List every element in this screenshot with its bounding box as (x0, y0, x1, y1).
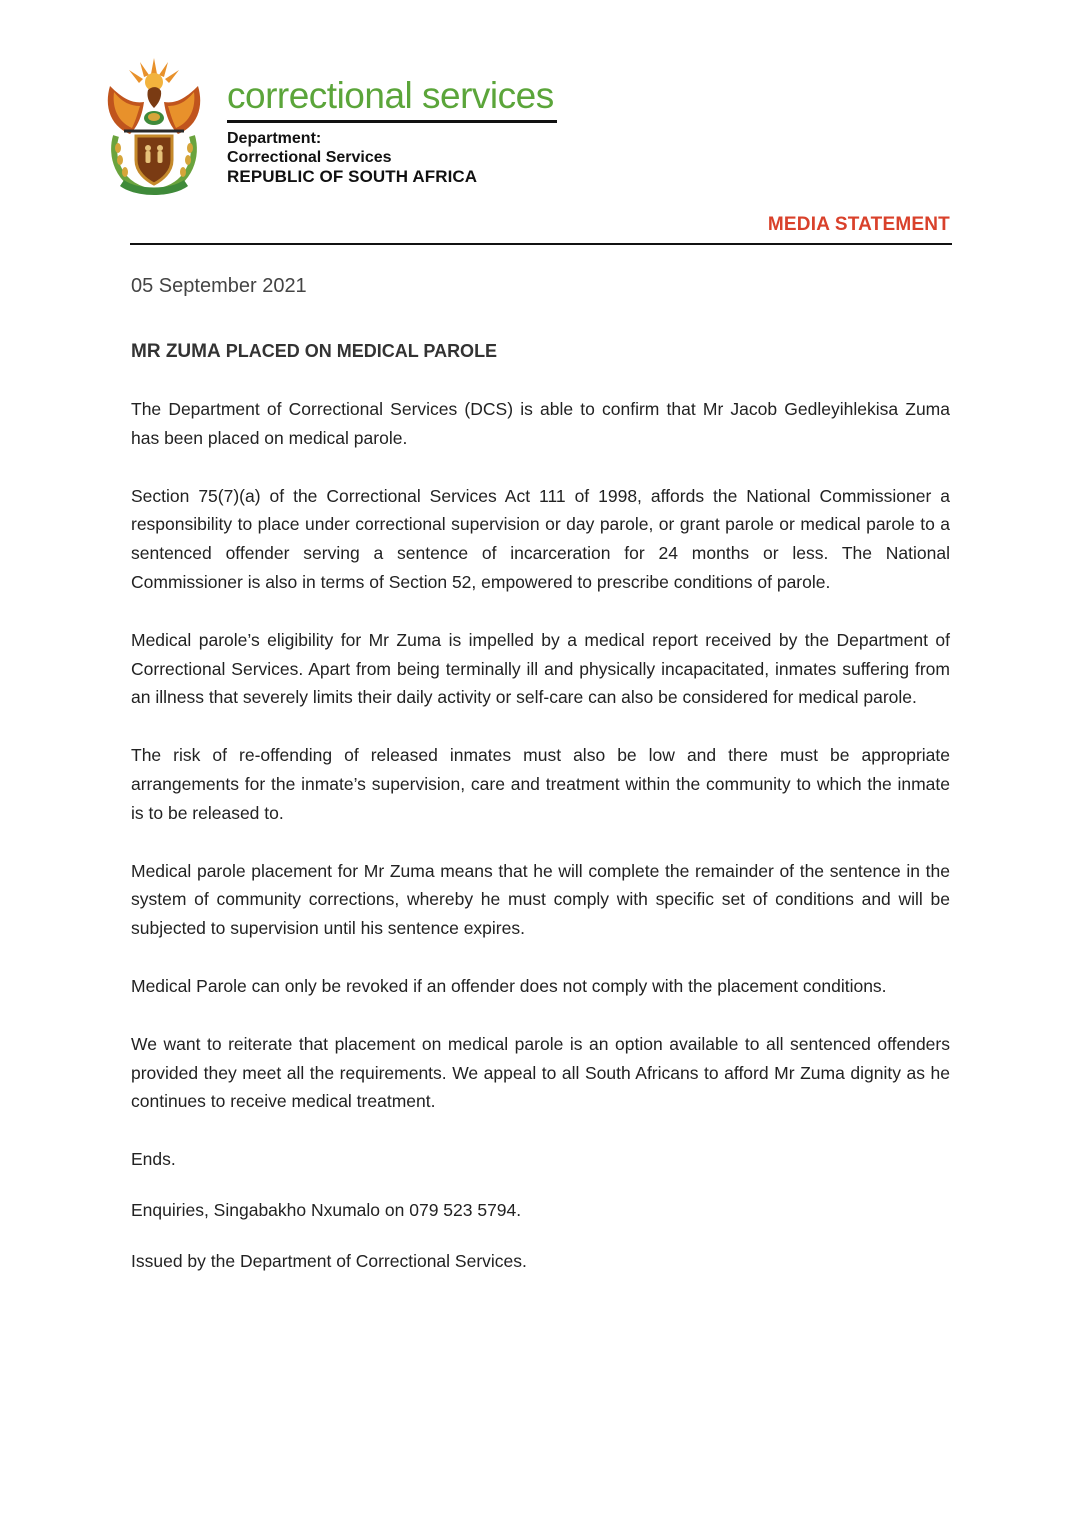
department-block (227, 129, 557, 186)
issued-by-line: Issued by the Department of Correctional Services. (131, 1250, 527, 1271)
document-type-label: MEDIA STATEMENT (767, 214, 950, 235)
brand-name: correctional services (227, 75, 554, 116)
paragraph: The Department of Correctional Services (DCS) is able to confirm that Mr Jacob Gedleyihlekisa Zuma has been placed on medical parole. (131, 399, 950, 448)
header-divider (130, 243, 952, 245)
statement-date: 05 September 2021 (131, 275, 307, 297)
brand-divider (227, 120, 557, 123)
ends-line: Ends. (131, 1149, 176, 1170)
south-africa-coat-of-arms-icon (100, 56, 208, 198)
brand-block (227, 74, 557, 186)
paragraph: Medical Parole can only be revoked if an offender does not comply with the placement conditions. (131, 975, 887, 996)
paragraph: Medical parole’s eligibility for Mr Zuma is impelled by a medical report received by the Department of Correctional Services. Apart from being terminally ill and physically incapacitated, inmates suffering from an illness that severely limits their daily activity or self-care can also be considered for medical parole. (131, 629, 950, 708)
statement-headline (131, 338, 950, 365)
department-name: Correctional Services (227, 149, 392, 166)
paragraph: Medical parole placement for Mr Zuma means that he will complete the remainder of the sentence in the system of community corrections, whereby he must comply with specific set of conditions and will be subjected to supervision until his sentence expires. (131, 860, 950, 939)
country-name: REPUBLIC OF SOUTH AFRICA (227, 167, 478, 186)
paragraph: The risk of re-offending of released inmates must also be low and there must be appropriate arrangements for the inmate’s supervision, care and treatment within the community to which the inmate is to be released to. (131, 745, 950, 823)
paragraph: We want to reiterate that placement on medical parole is an option available to all sentenced offenders provided they meet all the requirements. We appeal to all South Africans to afford Mr Zuma dignity as he continues to receive medical treatment. (131, 1033, 950, 1112)
statement-body (131, 272, 950, 1298)
headline-lead: MR ZUMA (131, 341, 221, 362)
enquiries-line: Enquiries, Singabakho Nxumalo on 079 523 5794. (131, 1199, 522, 1220)
paragraph: Section 75(7)(a) of the Correctional Services Act 111 of 1998, affords the National Commissioner a responsibility to place under correctional supervision or day parole, or grant parole or medical parole to a sentenced offender serving a sentence of incarceration for 24 months or less. The National Commissioner is also in terms of Section 52, empowered to prescribe conditions of parole. (131, 485, 950, 592)
department-label: Department: (227, 130, 322, 147)
headline-rest: PLACED ON MEDICAL PAROLE (225, 341, 498, 361)
